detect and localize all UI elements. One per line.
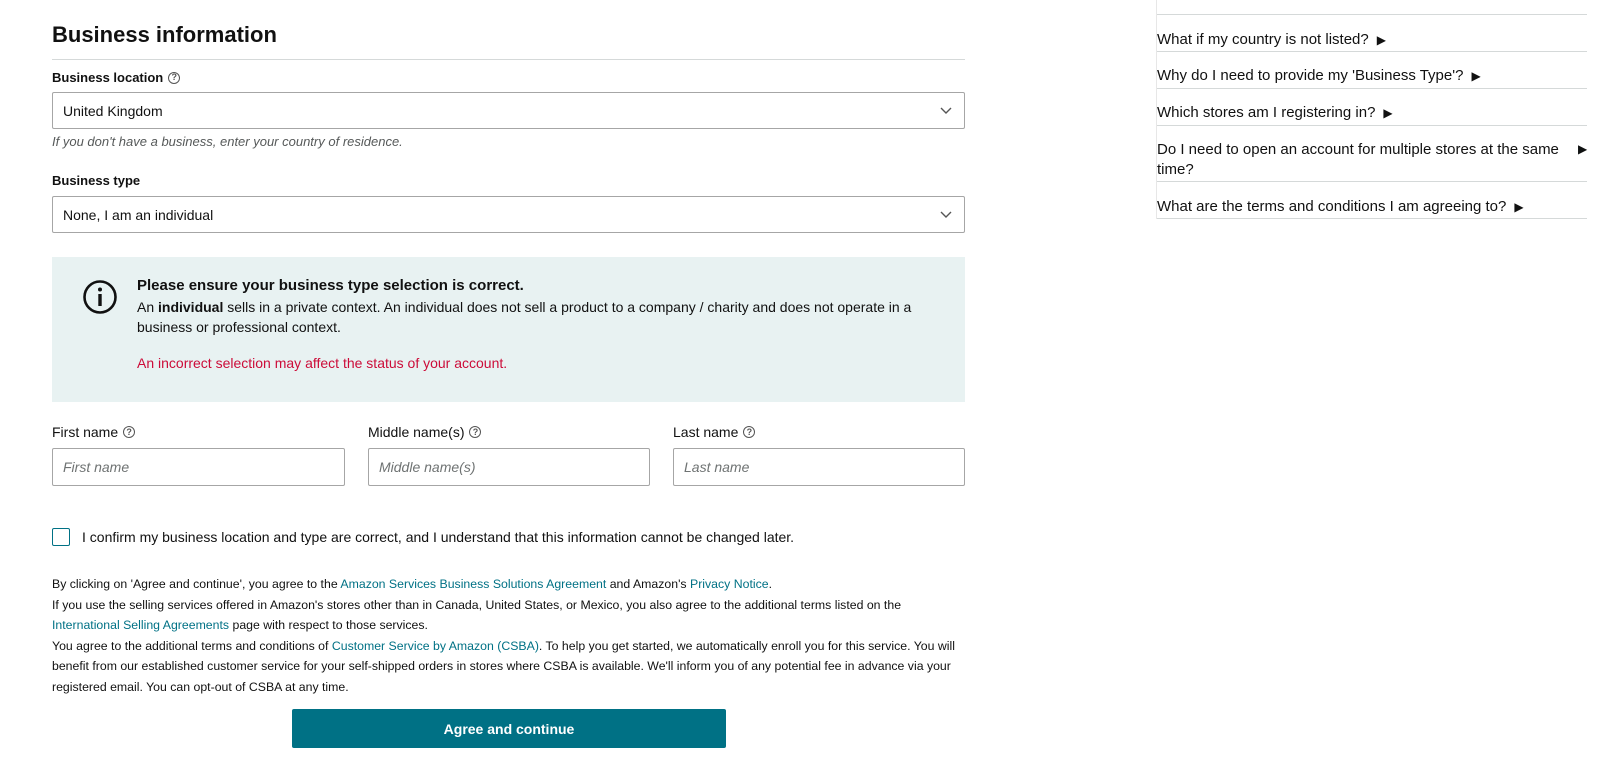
triangle-right-icon: ▶ (1514, 200, 1524, 214)
business-type-notice (52, 257, 965, 402)
faq-item-country[interactable] (1157, 30, 1587, 50)
international-selling-agreements-link[interactable]: International Selling Agreements (52, 618, 230, 632)
notice-body-bold: individual (158, 299, 224, 315)
legal-text-segment: . To help you get started, we automatically enroll you for this service. You will benefit from our established customer service for your self-shipped orders in stores where CSBA is available. We'll inform you of any potential fee in advance via your registered email. You can opt-out of CSBA at any time. (52, 638, 955, 694)
chevron-down-icon (938, 206, 954, 222)
help-circle-icon[interactable]: ? (123, 426, 135, 438)
faq-item-terms[interactable] (1157, 197, 1587, 217)
first-name-label-text: First name (52, 424, 119, 440)
chevron-down-icon (938, 102, 954, 118)
faq-sidebar (1156, 0, 1600, 219)
notice-body (137, 297, 937, 337)
triangle-right-icon: ▶ (1383, 106, 1393, 120)
middle-name-label-text: Middle name(s) (368, 424, 465, 440)
triangle-right-icon: ▶ (1471, 69, 1481, 83)
business-location-label (52, 70, 180, 85)
help-circle-icon[interactable]: ? (743, 426, 755, 438)
faq-item-multiple-stores[interactable] (1157, 140, 1567, 180)
csba-link[interactable]: Customer Service by Amazon (CSBA) (331, 638, 539, 653)
faq-question: What are the terms and conditions I am agreeing to? (1157, 198, 1507, 215)
legal-text-segment: By clicking on 'Agree and continue', you agree to the (52, 577, 341, 591)
first-name-label (52, 424, 135, 440)
middle-name-input[interactable]: Middle name(s) (368, 448, 650, 486)
faq-divider (1157, 218, 1587, 219)
business-type-label-text: Business type (52, 173, 141, 188)
legal-paragraph (52, 636, 972, 698)
last-name-label (673, 424, 755, 440)
business-solutions-agreement-link[interactable]: Amazon Services Business Solutions Agreement (340, 577, 607, 591)
legal-paragraph (52, 574, 972, 595)
business-type-value: None, I am an individual (63, 206, 214, 223)
confirm-text: I confirm my business location and type are correct, and I understand that this information cannot be changed later. (82, 529, 795, 545)
faq-question: What if my country is not listed? (1157, 31, 1369, 48)
notice-heading: Please ensure your business type selection is correct. (137, 277, 524, 294)
triangle-right-icon: ▶ (1376, 33, 1386, 47)
info-circle-icon (82, 279, 118, 315)
first-name-input[interactable]: First name (52, 448, 345, 486)
faq-divider (1157, 51, 1587, 52)
faq-question: Do I need to open an account for multiple stores at the same time? (1157, 141, 1559, 178)
last-name-label-text: Last name (673, 424, 739, 440)
page-title: Business information (52, 22, 277, 47)
agree-and-continue-button[interactable]: Agree and continue (292, 709, 726, 748)
notice-body-prefix: An (137, 299, 159, 315)
faq-divider (1157, 88, 1587, 89)
business-location-label-text: Business location (52, 70, 164, 85)
faq-question: Which stores am I registering in? (1157, 104, 1376, 121)
triangle-right-icon: ▶ (1578, 142, 1588, 156)
business-type-select[interactable] (52, 196, 965, 233)
business-type-label (52, 173, 140, 188)
middle-name-label (368, 424, 481, 440)
help-circle-icon[interactable]: ? (469, 426, 481, 438)
confirm-row (52, 528, 794, 546)
notice-warning: An incorrect selection may affect the status of your account. (137, 355, 508, 371)
legal-text-segment: . (768, 577, 773, 591)
last-name-input[interactable]: Last name (673, 448, 965, 486)
privacy-notice-link[interactable]: Privacy Notice (690, 577, 769, 591)
faq-question: Why do I need to provide my 'Business Type'? (1157, 67, 1464, 84)
business-location-value: United Kingdom (63, 102, 163, 119)
help-circle-icon[interactable]: ? (168, 72, 180, 84)
faq-item-stores[interactable] (1157, 103, 1587, 123)
faq-divider (1157, 14, 1587, 15)
legal-paragraph (52, 595, 972, 636)
legal-text-segment: page with respect to those services. (229, 618, 428, 632)
faq-item-business-type[interactable] (1157, 66, 1587, 86)
faq-divider (1157, 125, 1587, 126)
business-location-select[interactable] (52, 92, 965, 129)
legal-text-segment: and Amazon's (606, 577, 690, 591)
legal-text-segment: If you use the selling services offered in Amazon's stores other than in Canada, United States, or Mexico, you also agree to the additional terms listed on the (52, 597, 902, 612)
faq-divider (1157, 181, 1587, 182)
legal-text-segment: You agree to the additional terms and conditions of (52, 638, 332, 653)
confirm-checkbox[interactable] (52, 528, 70, 546)
notice-body-suffix: sells in a private context. An individual does not sell a product to a company / charity and does not operate in a business or professional context. (137, 299, 912, 335)
business-location-hint: If you don't have a business, enter your country of residence. (52, 134, 403, 149)
legal-text (52, 574, 972, 697)
title-divider (52, 59, 965, 60)
